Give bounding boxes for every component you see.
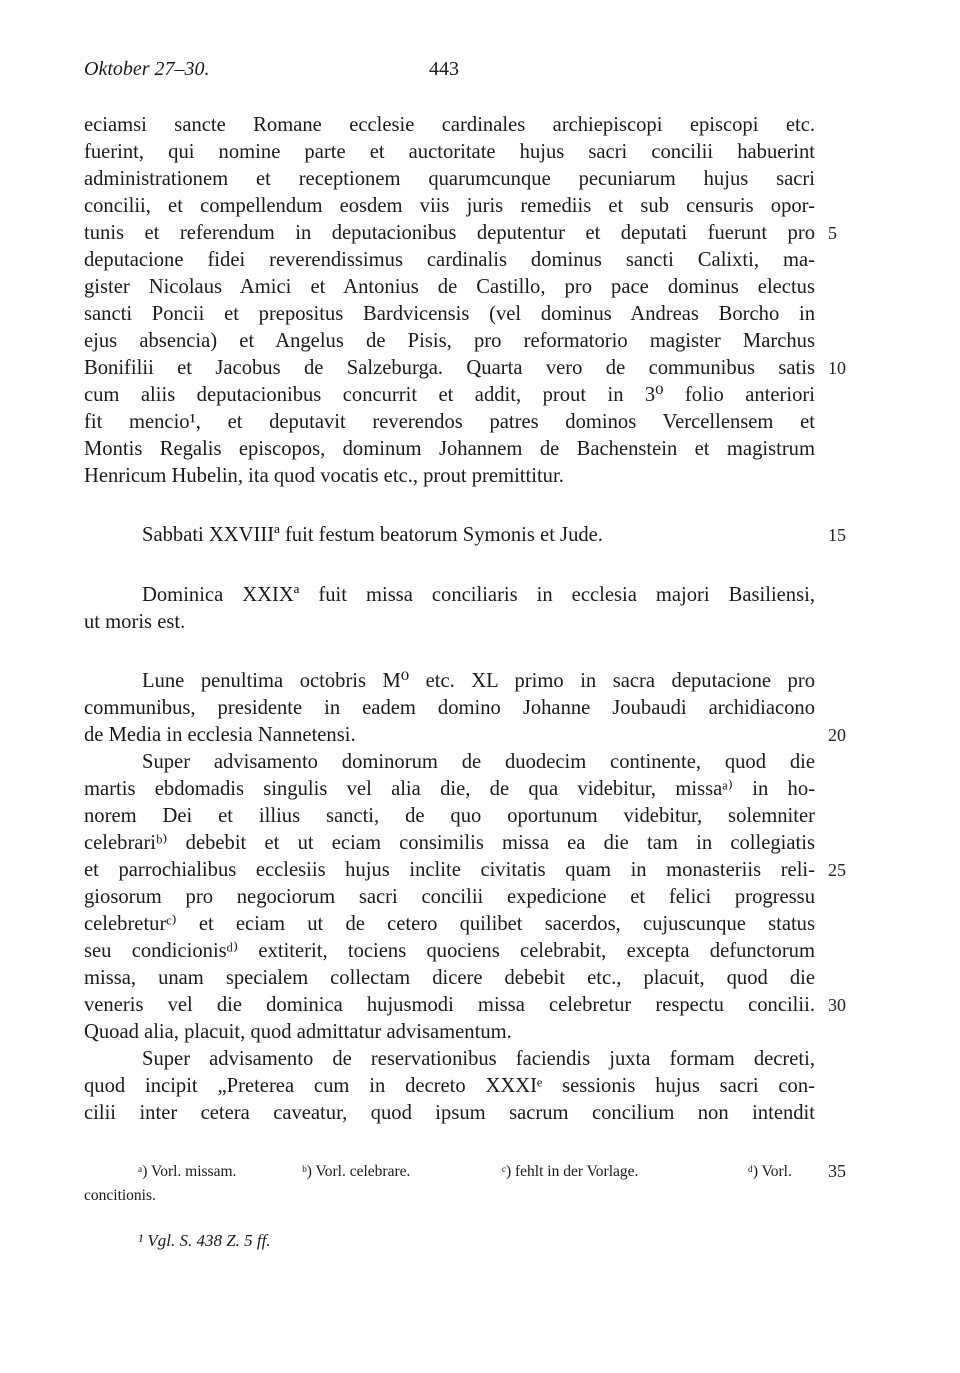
- footnote-b: ᵇ) Vorl. celebrare.: [302, 1163, 411, 1180]
- text-line: fit mencio¹, et deputavit reverendos patres dominos Vercellensem et: [84, 411, 815, 433]
- footnote-d: ᵈ) Vorl.: [748, 1163, 792, 1180]
- text-line: ejus absencia) et Angelus de Pisis, pro reformatorio magister Marchus: [84, 330, 815, 352]
- text-line: et parrochialibus ecclesiis hujus inclite civitatis quam in monasteriis reli-: [84, 859, 815, 881]
- footnote-1: ¹ Vgl. S. 438 Z. 5 ff.: [138, 1231, 271, 1250]
- text-line: missa, unam specialem collectam dicere debebit etc., placuit, quod die: [84, 967, 815, 989]
- running-head: [84, 58, 814, 88]
- text-line: Montis Regalis episcopos, dominum Johannem de Bachenstein et magistrum: [84, 438, 815, 460]
- line-number: 25: [828, 860, 846, 880]
- text-line: quod incipit „Preterea cum in decreto XXXIᵉ sessionis hujus sacri con-: [84, 1075, 815, 1097]
- text-line: Sabbati XXVIIIª fuit festum beatorum Symonis et Jude.: [142, 524, 603, 546]
- text-line: communibus, presidente in eadem domino Johanne Joubaudi archidiacono: [84, 697, 815, 719]
- text-line: de Media in ecclesia Nannetensi.: [84, 724, 356, 746]
- text-line: giosorum pro negociorum sacri concilii expedicione et felici progressu: [84, 886, 815, 908]
- text-line: Henricum Hubelin, ita quod vocatis etc., prout premittitur.: [84, 465, 564, 487]
- text-line: deputacione fidei reverendissimus cardinalis dominus sancti Calixti, ma-: [84, 249, 815, 271]
- text-line: Dominica XXIXª fuit missa conciliaris in ecclesia majori Basiliensi,: [142, 584, 815, 606]
- text-line: tunis et referendum in deputacionibus deputentur et deputati fuerunt pro: [84, 222, 815, 244]
- text-line: sancti Poncii et prepositus Bardvicensis (vel dominus Andreas Borcho in: [84, 303, 815, 325]
- footnote-a: ᵃ) Vorl. missam.: [138, 1163, 237, 1180]
- line-number: 20: [828, 725, 846, 745]
- text-line: Super advisamento dominorum de duodecim continente, quod die: [142, 751, 815, 773]
- line-number: 30: [828, 995, 846, 1015]
- text-line: eciamsi sancte Romane ecclesie cardinales archiepiscopi episcopi etc.: [84, 114, 815, 136]
- text-line: martis ebdomadis singulis vel alia die, de qua videbitur, missaᵃ⁾ in ho-: [84, 778, 815, 800]
- page-number: 443: [429, 58, 459, 80]
- line-number: 10: [828, 358, 846, 378]
- apparatus-footnotes: [84, 1160, 815, 1184]
- footnote-c: ᶜ) fehlt in der Vorlage.: [502, 1163, 639, 1180]
- text-line: Bonifilii et Jacobus de Salzeburga. Quarta vero de communibus satis: [84, 357, 815, 379]
- line-number: 35: [828, 1161, 846, 1181]
- text-line: cilii inter cetera caveatur, quod ipsum sacrum concilium non intendit: [84, 1102, 815, 1124]
- footnote-d-continuation: concitionis.: [84, 1187, 156, 1204]
- text-line: Quoad alia, placuit, quod admittatur advisamentum.: [84, 1021, 512, 1043]
- text-line: Lune penultima octobris M⁰ etc. XL primo in sacra deputacione pro: [142, 670, 815, 692]
- date-range: Oktober 27–30.: [84, 58, 210, 80]
- text-line: administrationem et receptionem quarumcunque pecuniarum hujus sacri: [84, 168, 815, 190]
- text-line: cum aliis deputacionibus concurrit et addit, prout in 3⁰ folio anteriori: [84, 384, 815, 406]
- text-line: fuerint, qui nomine parte et auctoritate hujus sacri concilii habuerint: [84, 141, 815, 163]
- line-number: 15: [828, 525, 846, 545]
- text-line: gister Nicolaus Amici et Antonius de Castillo, pro pace dominus electus: [84, 276, 815, 298]
- text-line: ut moris est.: [84, 611, 186, 633]
- text-line: seu condicionisᵈ⁾ extiterit, tociens quociens celebrabit, excepta defunctorum: [84, 940, 815, 962]
- text-line: concilii, et compellendum eosdem viis juris remediis et sub censuris opor-: [84, 195, 815, 217]
- line-number: 5: [828, 223, 837, 243]
- text-line: Super advisamento de reservationibus faciendis juxta formam decreti,: [142, 1048, 815, 1070]
- text-line: norem Dei et illius sancti, de quo oportunum videbitur, solemniter: [84, 805, 815, 827]
- text-line: veneris vel die dominica hujusmodi missa celebretur respectu concilii.: [84, 994, 815, 1016]
- text-line: celebrariᵇ⁾ debebit et ut eciam consimilis missa ea die tam in collegiatis: [84, 832, 815, 854]
- text-line: celebreturᶜ⁾ et eciam ut de cetero quilibet sacerdos, cujuscunque status: [84, 913, 815, 935]
